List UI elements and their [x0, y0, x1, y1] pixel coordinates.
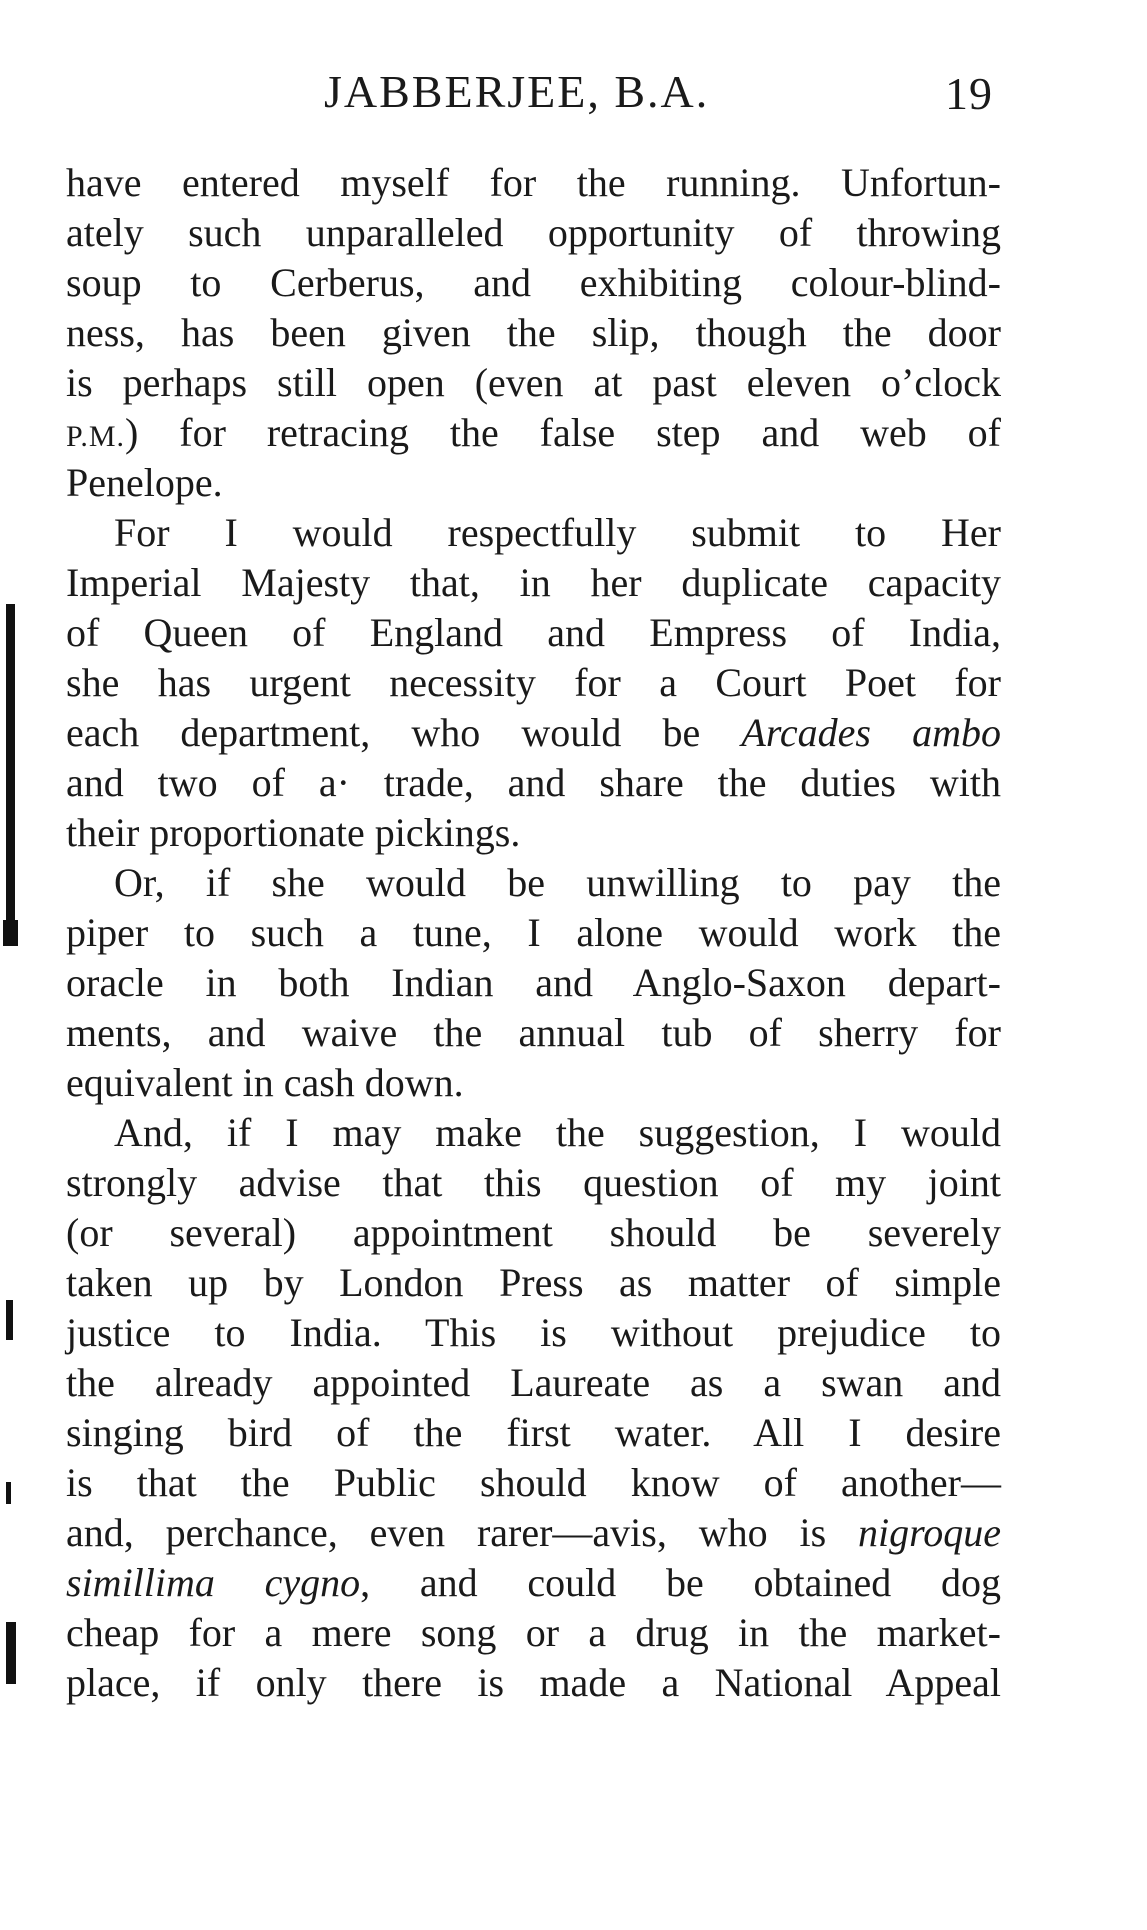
text-line [66, 1458, 1001, 1508]
scan-artifact-mark [3, 920, 18, 946]
text-line [66, 1208, 1001, 1258]
text-line [66, 1008, 1001, 1058]
scan-artifact-mark [6, 1482, 11, 1504]
text-run: Or, if she would be unwilling to pay the [114, 860, 1001, 905]
text-run: is perhaps still open (even at past eleven o’clock [66, 360, 1001, 405]
text-line [66, 1058, 1001, 1108]
text-run: justice to India. This is without prejudice to [66, 1310, 1001, 1355]
text-run: taken up by London Press as matter of simple [66, 1260, 1001, 1305]
text-line [66, 308, 1001, 358]
text-run: ately such unparalleled opportunity of throwing [66, 210, 1001, 255]
text-run: and two of a· trade, and share the duties with [66, 760, 1001, 805]
text-line [66, 1608, 1001, 1658]
text-line [66, 708, 1001, 758]
text-line [66, 508, 1001, 558]
running-head [0, 62, 1147, 122]
text-run: cheap for a mere song or a drug in the market- [66, 1610, 1001, 1655]
text-run: singing bird of the first water. All I desire [66, 1410, 1001, 1455]
text-line [66, 1658, 1001, 1708]
text-line [66, 1308, 1001, 1358]
text-line [66, 158, 1001, 208]
text-run: is that the Public should know of another— [66, 1460, 1001, 1505]
text-run: the already appointed Laureate as a swan and [66, 1360, 1001, 1405]
text-run: she has urgent necessity for a Court Poet for [66, 660, 1001, 705]
text-run: P.M. [66, 420, 126, 453]
text-run: of Queen of England and Empress of India, [66, 610, 1001, 655]
text-line [66, 1558, 1001, 1608]
text-run: and, perchance, even rarer—avis, who is [66, 1510, 859, 1555]
text-line [66, 858, 1001, 908]
text-line [66, 258, 1001, 308]
running-title: JABBERJEE, B.A. [324, 66, 710, 117]
text-line [66, 908, 1001, 958]
text-run: oracle in both Indian and Anglo-Saxon depart- [66, 960, 1001, 1005]
italic-text: nigroque [858, 1510, 1001, 1555]
text-line [66, 408, 1001, 458]
text-line [66, 1358, 1001, 1408]
text-run: equivalent in cash down. [66, 1060, 464, 1105]
text-line [66, 608, 1001, 658]
scan-artifact-mark [6, 604, 15, 934]
text-run: ness, has been given the slip, though the door [66, 310, 1001, 355]
text-run: strongly advise that this question of my joint [66, 1160, 1001, 1205]
body-text [66, 158, 1001, 1708]
text-line [66, 358, 1001, 408]
text-run: ) for retracing the false step and web of [125, 410, 1001, 455]
text-line [66, 1108, 1001, 1158]
text-line [66, 458, 1001, 508]
text-line [66, 958, 1001, 1008]
text-run: piper to such a tune, I alone would work the [66, 910, 1001, 955]
text-run: And, if I may make the suggestion, I would [114, 1110, 1001, 1155]
text-line [66, 1258, 1001, 1308]
text-line [66, 1508, 1001, 1558]
text-line [66, 558, 1001, 608]
text-run: Penelope. [66, 460, 223, 505]
text-line [66, 808, 1001, 858]
text-line [66, 758, 1001, 808]
scan-artifact-mark [6, 1622, 16, 1684]
text-run: place, if only there is made a National Appeal [66, 1660, 1001, 1705]
text-run: each department, who would be [66, 710, 742, 755]
text-run: Imperial Majesty that, in her duplicate capacity [66, 560, 1001, 605]
text-run: For I would respectfully submit to Her [114, 510, 1001, 555]
scan-artifact-mark [6, 1300, 13, 1340]
italic-text: Arcades ambo [741, 710, 1001, 755]
text-run: their proportionate pickings. [66, 810, 521, 855]
text-run: have entered myself for the running. Unfortun- [66, 160, 1001, 205]
text-line [66, 658, 1001, 708]
text-run: ments, and waive the annual tub of sherry for [66, 1010, 1001, 1055]
text-run: , and could be obtained dog [360, 1560, 1002, 1605]
text-line [66, 208, 1001, 258]
text-run: (or several) appointment should be severely [66, 1210, 1001, 1255]
text-run: soup to Cerberus, and exhibiting colour-blind- [66, 260, 1001, 305]
page-number: 19 [945, 68, 993, 119]
italic-text: simillima cygno [66, 1560, 361, 1605]
text-line [66, 1158, 1001, 1208]
text-line [66, 1408, 1001, 1458]
